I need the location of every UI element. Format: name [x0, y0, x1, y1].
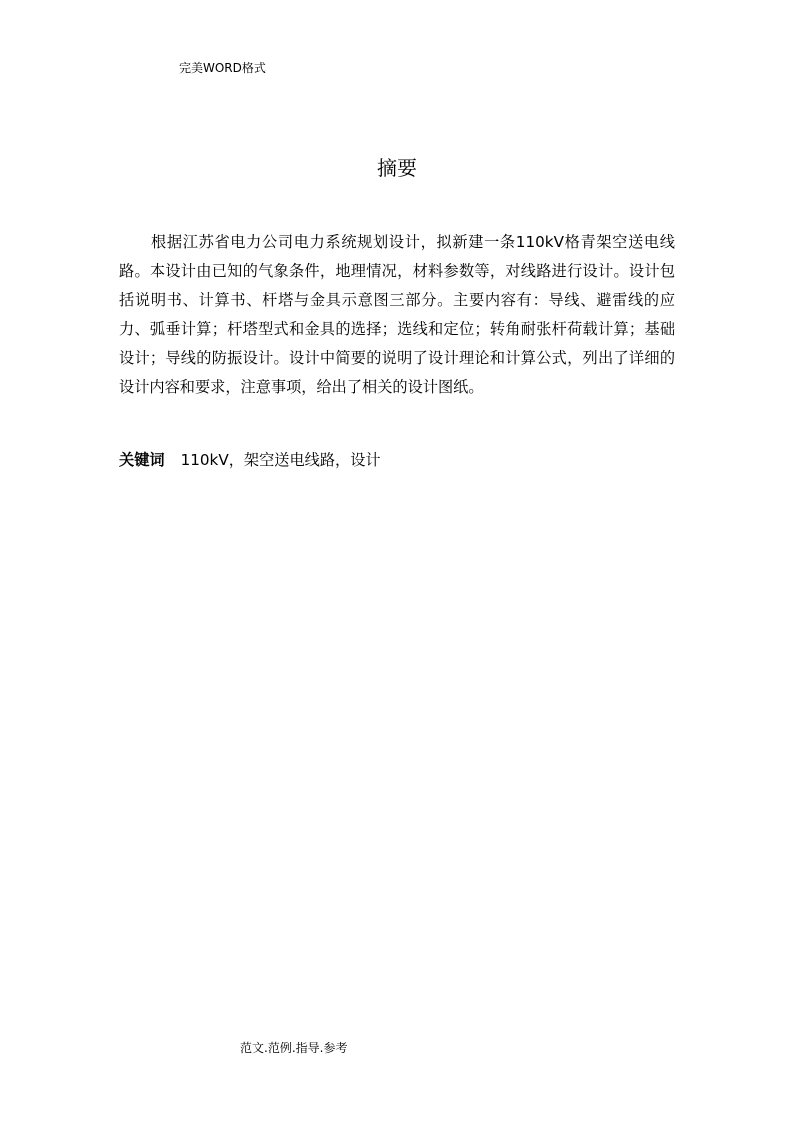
- page-footer: 范文.范例.指导.参考: [240, 1041, 348, 1055]
- keywords-label: 关键词: [119, 451, 165, 469]
- page-header: 完美WORD格式: [179, 61, 266, 75]
- keywords-line: [119, 446, 381, 475]
- abstract-paragraph: 根据江苏省电力公司电力系统规划设计，拟新建一条110kV格青架空送电线路。本设计由已知的气象条件，地理情况，材料参数等，对线路进行设计。设计包括说明书、计算书、杆塔与金具示意图三部分。主要内容有：导线、避雷线的应力、弧垂计算；杆塔型式和金具的选择；选线和定位；转角耐张杆荷载计算；基础设计；导线的防振设计。设计中简要的说明了设计理论和计算公式，列出了详细的设计内容和要求，注意事项，给出了相关的设计图纸。: [119, 233, 675, 396]
- keywords-text: 110kV，架空送电线路，设计: [180, 451, 381, 469]
- page-title: 摘要: [377, 156, 417, 180]
